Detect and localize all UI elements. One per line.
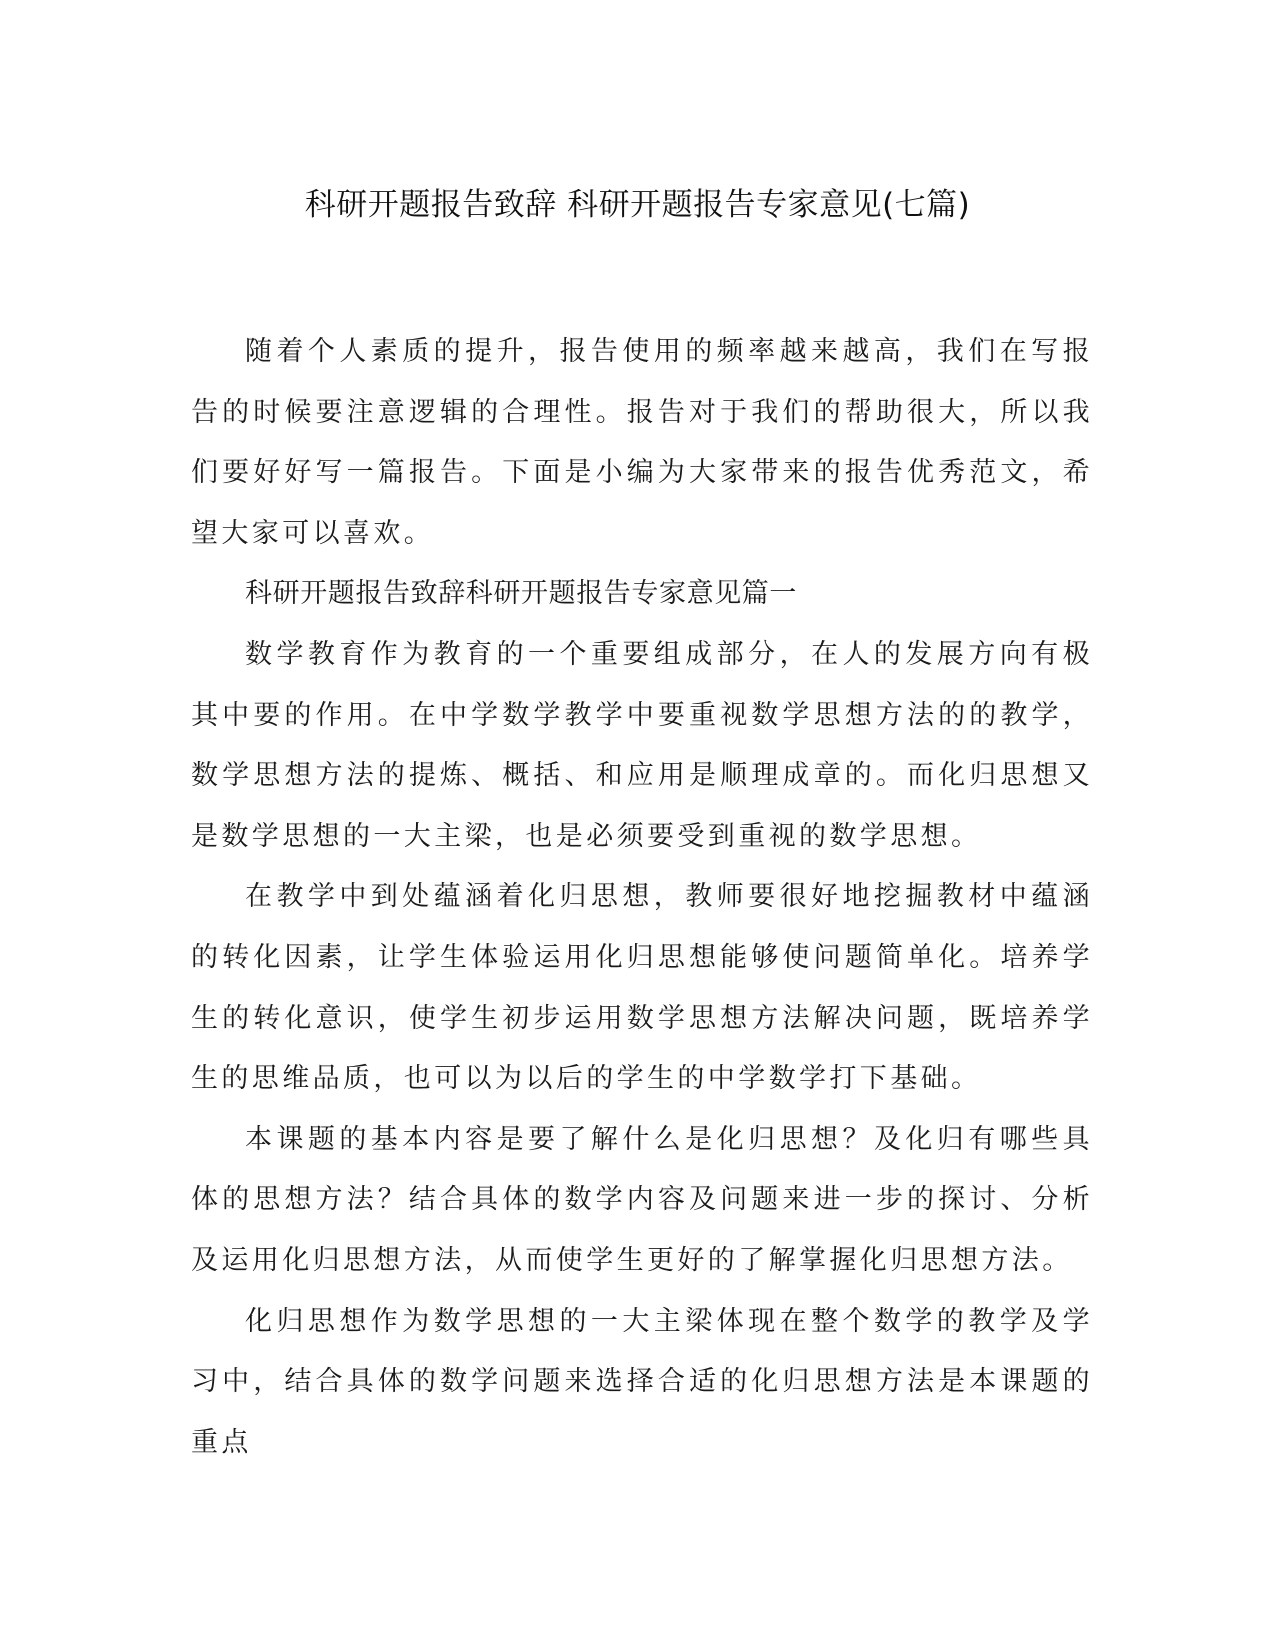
- section-heading-part-one: 科研开题报告致辞科研开题报告专家意见篇一: [245, 578, 797, 610]
- paragraph-basic-content: 本课题的基本内容是要了解什么是化归思想？及化归有哪些具体的思想方法？结合具体的数学内容及问题来进一步的探讨、分析及运用化归思想方法，从而使学生更好的了解掌握化归思想方法。: [191, 1123, 1093, 1276]
- paragraph-math-education: 数学教育作为教育的一个重要组成部分，在人的发展方向有极其中要的作用。在中学数学教学中要重视数学思想方法的的教学，数学思想方法的提炼、概括、和应用是顺理成章的。而化归思想又是数学思想的一大主梁，也是必须要受到重视的数学思想。: [191, 638, 1093, 852]
- paragraph-key-point: 化归思想作为数学思想的一大主梁体现在整个数学的教学及学习中，结合具体的数学问题来选择合适的化归思想方法是本课题的重点: [191, 1305, 1093, 1458]
- paragraph-intro: 随着个人素质的提升，报告使用的频率越来越高，我们在写报告的时候要注意逻辑的合理性。报告对于我们的帮助很大，所以我们要好好写一篇报告。下面是小编为大家带来的报告优秀范文，希望大家可以喜欢。: [191, 336, 1093, 549]
- document-title: 科研开题报告致辞 科研开题报告专家意见(七篇): [304, 187, 971, 223]
- document-body: [191, 322, 1093, 1473]
- paragraph-teaching-transformation: 在教学中到处蕴涵着化归思想，教师要很好地挖掘教材中蕴涵的转化因素，让学生体验运用化归思想能够使问题简单化。培养学生的转化意识，使学生初步运用数学思想方法解决问题，既培养学生的思维品质，也可以为以后的学生的中学数学打下基础。: [191, 881, 1093, 1095]
